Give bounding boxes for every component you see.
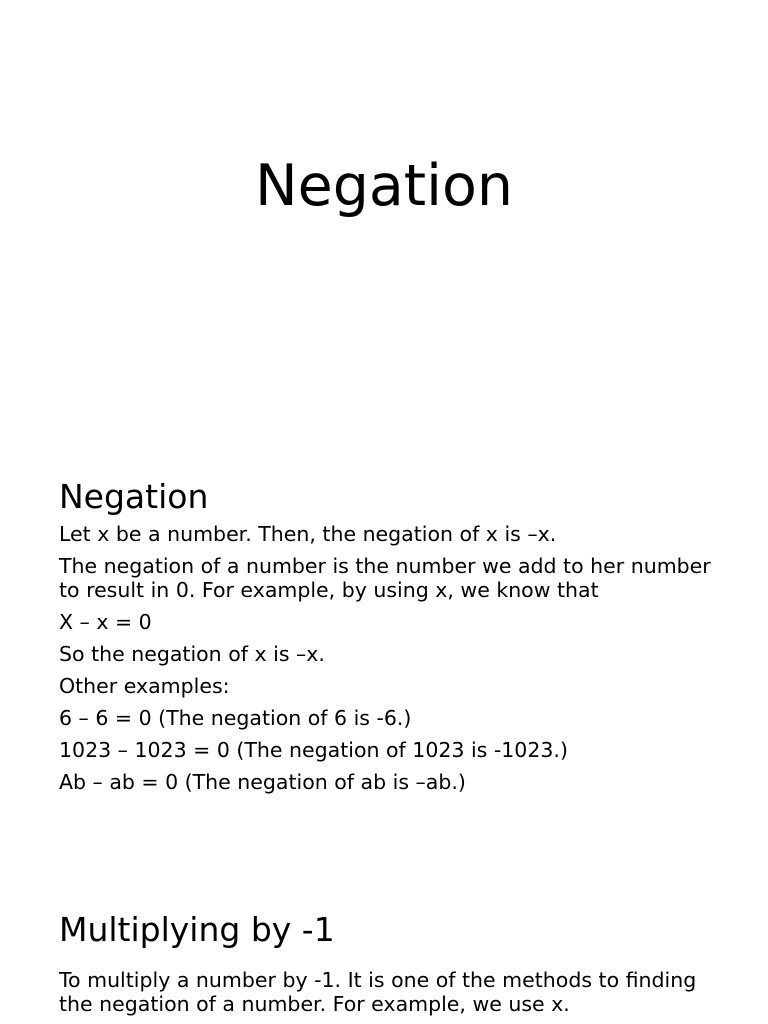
method-text: To multiply a number by -1. It is one of the methods to finding the negation of a number. For example, we use x. xyxy=(59,968,697,1016)
definition-text: Let x be a number. Then, the negation of x is –x. xyxy=(59,522,557,546)
example-item: 6 – 6 = 0 (The negation of 6 is -6.) xyxy=(59,706,412,730)
conclusion-text: So the negation of x is –x. xyxy=(59,642,325,666)
negation-section xyxy=(59,477,719,802)
example-item: 1023 – 1023 = 0 (The negation of 1023 is -1023.) xyxy=(59,738,568,762)
section-heading: Multiplying by -1 xyxy=(59,910,335,949)
page-title: Negation xyxy=(254,153,513,219)
explanation-text: The negation of a number is the number we add to her number to result in 0. For example, by using x, we know that xyxy=(59,554,711,602)
equation-text: X – x = 0 xyxy=(59,610,152,634)
example-item: Ab – ab = 0 (The negation of ab is –ab.) xyxy=(59,770,466,794)
examples-label: Other examples: xyxy=(59,674,230,698)
multiplying-section xyxy=(59,910,719,1016)
section-heading: Negation xyxy=(59,477,209,516)
